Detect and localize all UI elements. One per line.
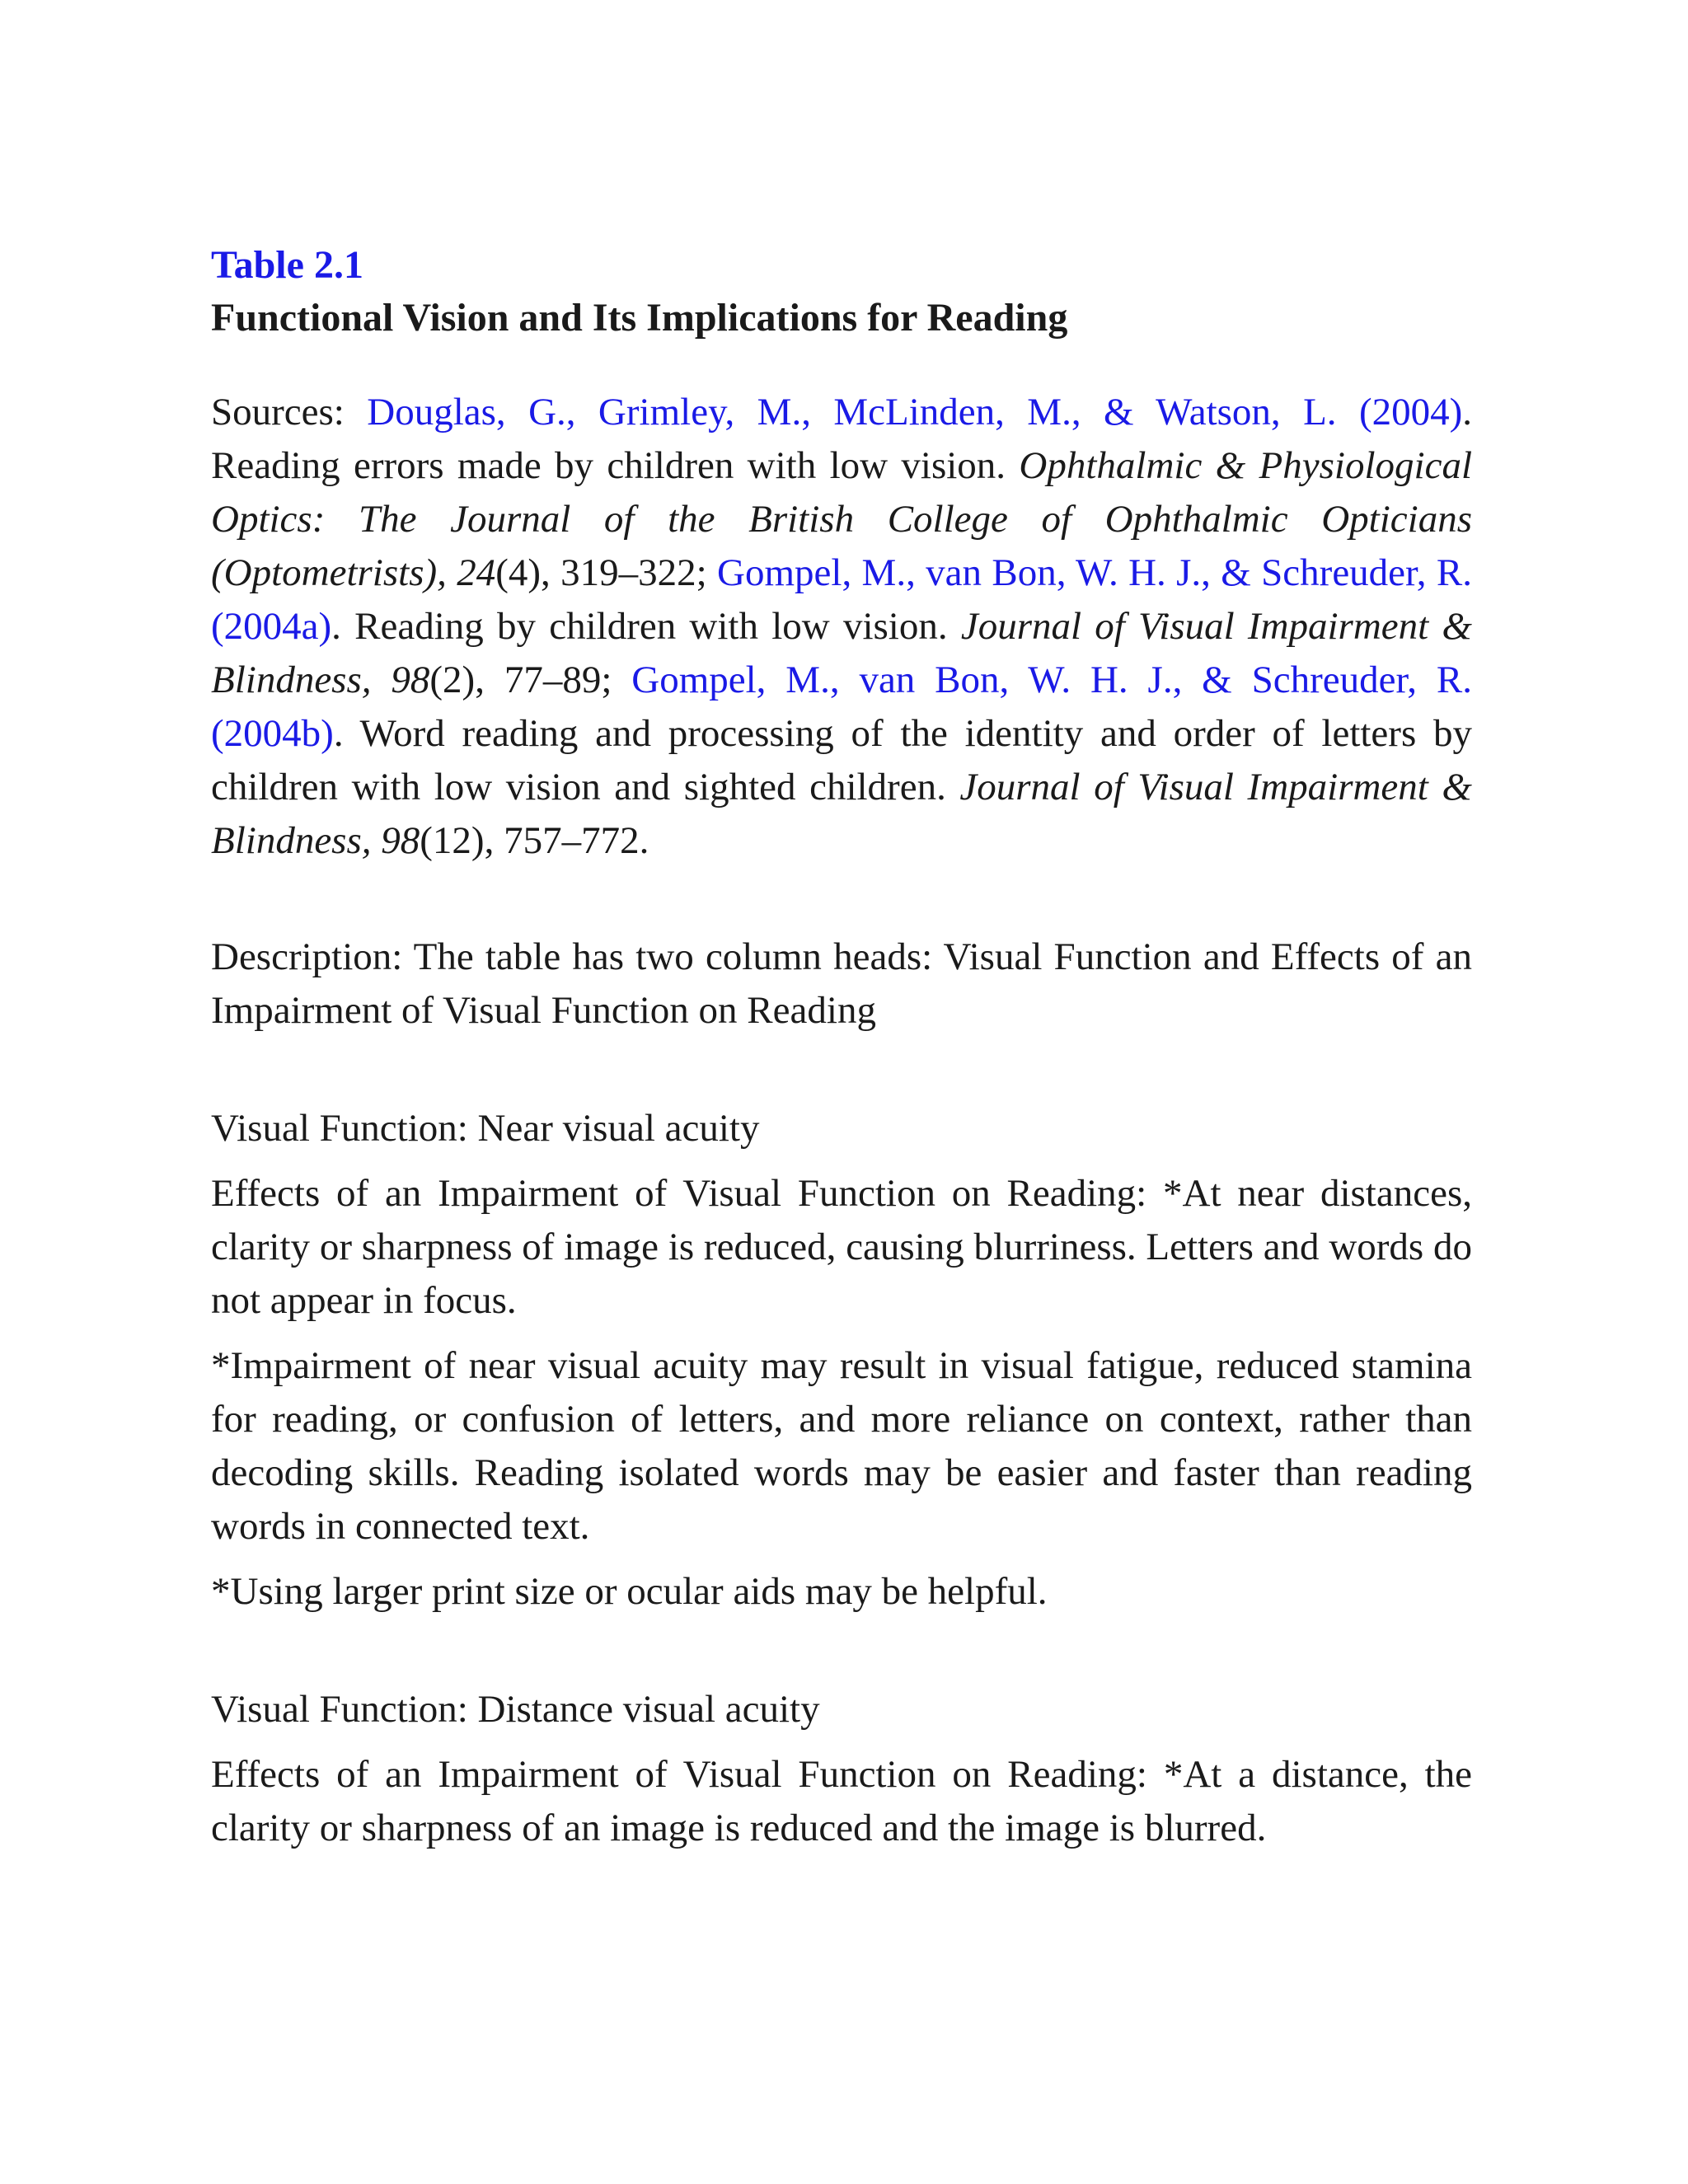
visual-function-label: Visual Function: Near visual acuity (211, 1107, 760, 1150)
reference-title: Reading by children with low vision. (340, 605, 961, 648)
table-row-near-visual-acuity (211, 1102, 1472, 1619)
reference-journal: Journal of Visual Impairment & Blindness, 98 (211, 766, 1472, 862)
table-row-distance-visual-acuity (211, 1683, 1472, 1855)
table-label: Table 2.1 (211, 243, 363, 287)
reference-journal: Journal of Visual Impairment & Blindness, 98 (211, 605, 1472, 701)
reference-title: Reading errors made by children with low vision. (211, 444, 1020, 487)
document-page (211, 239, 1472, 1855)
reference-details: (2), 77–89; (429, 658, 632, 701)
reference-punctuation: . (331, 605, 341, 648)
effects-text: Effects of an Impairment of Visual Function on Reading: *At a distance, the clarity or sharpness of an image is reduced and the image is blurred. (211, 1753, 1472, 1849)
reference-details: (12), 757–772. (420, 819, 649, 862)
visual-function-label: Visual Function: Distance visual acuity (211, 1688, 820, 1731)
effects-note: *Impairment of near visual acuity may result in visual fatigue, reduced stamina for reading, or confusion of letters, and more reliance on context, rather than decoding skills. Reading isolated words may be easier and faster than reading words in connected text. (211, 1344, 1472, 1548)
reference-link-gompel-2004a[interactable]: Gompel, M., van Bon, W. H. J., & Schreuder, R. (2004a) (211, 551, 1472, 648)
sources-paragraph (211, 386, 1472, 868)
reference-link-gompel-2004b[interactable]: Gompel, M., van Bon, W. H. J., & Schreuder, R. (2004b) (211, 658, 1472, 755)
effects-text: Effects of an Impairment of Visual Function on Reading: *At near distances, clarity or sharpness of image is reduced, causing blurriness. Letters and words do not appear in focus. (211, 1172, 1472, 1322)
sources-prefix: Sources: (211, 391, 368, 434)
reference-journal: Ophthalmic & Physiological Optics: The Journal of the British College of Ophthalmic Opticians (Optometrists), 24 (211, 444, 1473, 594)
table-title: Functional Vision and Its Implications for Reading (211, 296, 1068, 340)
reference-link-douglas-2004[interactable]: Douglas, G., Grimley, M., McLinden, M., & Watson, L. (2004) (367, 391, 1463, 434)
table-description: Description: The table has two column heads: Visual Function and Effects of an Impairment of Visual Function on Reading (211, 935, 1472, 1032)
reference-title: Word reading and processing of the identity and order of letters by children with low vision and sighted children. (211, 712, 1472, 808)
reference-punctuation: . (1462, 391, 1472, 434)
reference-details: (4), 319–322; (495, 551, 718, 594)
effects-note: *Using larger print size or ocular aids may be helpful. (211, 1570, 1048, 1613)
reference-punctuation: . (333, 712, 344, 755)
